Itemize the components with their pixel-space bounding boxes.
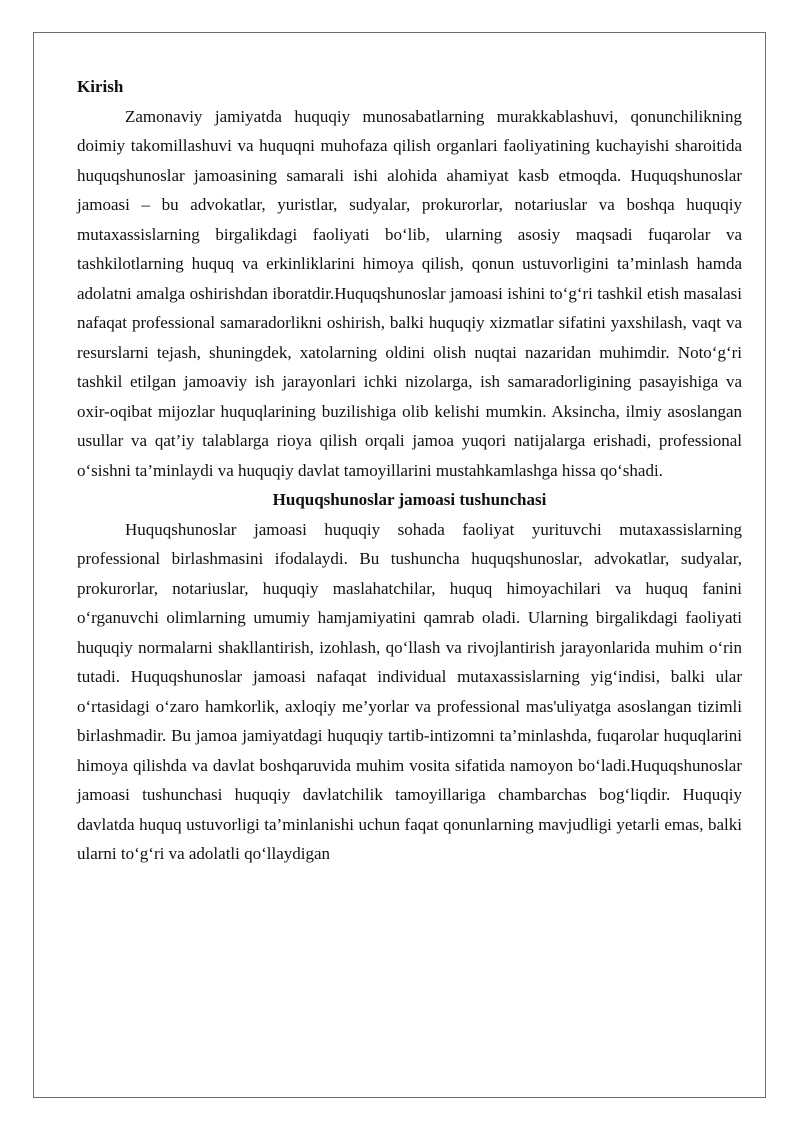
document-body: [77, 72, 742, 869]
intro-paragraph: Zamonaviy jamiyatda huquqiy munosabatlarning murakkablashuvi, qonunchilikning doimiy takomillashuvi va huquqni muhofaza qilish organlari faoliyatining kuchayishi sharoitida huquqshunoslar jamoasining samarali ishi alohida ahamiyat kasb etmoqda. Huquqshunoslar jamoasi – bu advokatlar, yuristlar, sudyalar, prokurorlar, notariuslar va boshqa huquqiy mutaxassislarning birgalikdagi faoliyati bo‘lib, ularning asosiy maqsadi fuqarolar va tashkilotlarning huquq va erkinliklarini himoya qilish, qonun ustuvorligini ta’minlash hamda adolatni amalga oshirishdan iboratdir.Huquqshunoslar jamoasi ishini to‘g‘ri tashkil etish masalasi nafaqat professional samaradorlikni oshirish, balki huquqiy xizmatlar sifatini yaxshilash, vaqt va resurslarni tejash, shuningdek, xatolarning oldini olish nuqtai nazaridan muhimdir. Noto‘g‘ri tashkil etilgan jamoaviy ish jarayonlari ichki nizolarga, ish samaradorligining pasayishiga va oxir-oqibat mijozlar huquqlarining buzilishiga olib kelishi mumkin. Aksincha, ilmiy asoslangan usullar va qat’iy talablarga rioya qilish orqali jamoa yuqori natijalarga erishadi, professional o‘sishni ta’minlaydi va huquqiy davlat tamoyillarini mustahkamlashga hissa qo‘shadi.: [77, 106, 742, 480]
section-heading-intro: Kirish: [77, 77, 124, 96]
section-heading-concept: Huquqshunoslar jamoasi tushunchasi: [272, 490, 547, 509]
concept-paragraph: Huquqshunoslar jamoasi huquqiy sohada faoliyat yurituvchi mutaxassislarning professional birlashmasini ifodalaydi. Bu tushuncha huquqshunoslar, advokatlar, sudyalar, prokurorlar, notariuslar, huquqiy maslahatchilar, huquq himoyachilari va huquq fanini o‘rganuvchi olimlarning umumiy hamjamiyatini qamrab oladi. Ularning birgalikdagi faoliyati huquqiy normalarni shakllantirish, izohlash, qo‘llash va rivojlantirish jarayonlarida muhim o‘rin tutadi. Huquqshunoslar jamoasi nafaqat individual mutaxassislarning yig‘indisi, balki ular o‘rtasidagi o‘zaro hamkorlik, axloqiy me’yorlar va professional mas'uliyatga asoslangan tizimli birlashmadir. Bu jamoa jamiyatdagi huquqiy tartib-intizomni ta’minlashda, fuqarolar huquqlarini himoya qilishda va davlat boshqaruvida muhim vosita sifatida namoyon bo‘ladi.Huquqshunoslar jamoasi tushunchasi huquqiy davlatchilik tamoyillariga chambarchas bog‘liqdir. Huquqiy davlatda huquq ustuvorligi ta’minlanishi uchun faqat qonunlarning mavjudligi yetarli emas, balki ularni to‘g‘ri va adolatli qo‘llaydigan: [77, 519, 742, 863]
